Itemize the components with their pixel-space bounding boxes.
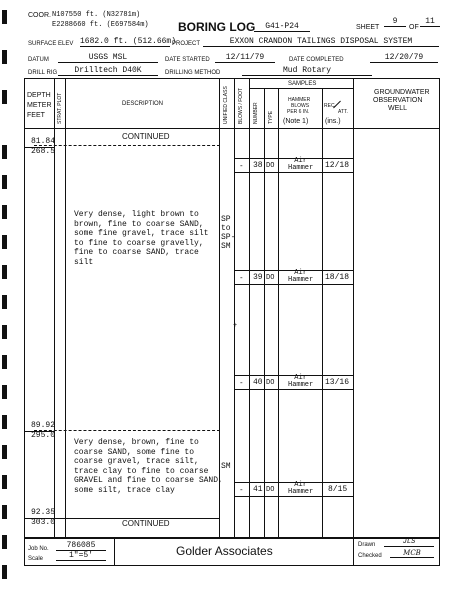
coord-east: E2288660 ft. (E697584m) [52,21,149,29]
layer-boundary [34,430,220,431]
binder-hole [2,235,7,249]
sample-blows: - [240,273,243,282]
att-header: ATT. [338,109,348,115]
footer-divider [114,538,115,565]
coord-label: COOR. [28,12,51,19]
depth-bot-meter: 92.35 [31,508,56,517]
sample-hammer: Air Hammer [288,374,314,389]
meter-header: METER [27,102,52,109]
binder-hole [2,205,7,219]
datum-label: DATUM [28,57,49,63]
sample-type: DO [266,486,275,494]
sheet-label: SHEET [356,24,380,31]
layer-2-unified-class: SM [221,462,231,471]
sample-number: 40 [253,378,263,387]
sample-number: 38 [253,161,263,170]
sample-type: DO [266,274,275,282]
binder-hole [2,475,7,489]
binder-hole [2,50,7,64]
company-name: Golder Associates [176,544,273,558]
job-number: 786085 [56,542,106,551]
samples-header: SAMPLES [288,81,317,87]
type-header: TYPE [268,110,274,124]
sample-bottom-rule [234,172,353,173]
groundwater-header: GROUNDWATER [374,89,430,96]
scale-value: 1"=5' [56,552,106,561]
col-line [322,88,323,537]
binder-hole [2,505,7,519]
binder-hole [2,265,7,279]
unified-class-header: UNIFIED CLASS [223,86,229,124]
layer-1-unified-class: SP to SP- SM [221,215,236,251]
binder-hole [2,325,7,339]
project-name: EXXON CRANDON TAILINGS DISPOSAL SYSTEM [203,38,439,47]
number-header: NUMBER [253,102,259,124]
note-header: (Note 1) [283,118,309,125]
date-started-label: DATE STARTED [165,57,210,63]
continued-top: CONTINUED [122,132,170,141]
depth-header: DEPTH [27,92,51,99]
ins-header: (ins.) [325,118,341,125]
log-title: BORING LOG [178,20,256,34]
sample-hammer: Air Hammer [288,157,314,172]
sample-hammer: Air Hammer [288,481,314,496]
sample-bottom-rule [234,496,353,497]
sample-rec: 8/15 [328,485,348,494]
date-started: 12/11/79 [215,54,275,63]
col-line [278,88,279,537]
surface-elev-label: SURFACE ELEV [28,41,74,47]
sample-type: DO [266,162,275,170]
depth-mid-feet: 295.0 [31,431,56,440]
scale-label: Scale [28,556,44,562]
binder-hole [2,295,7,309]
sample-bottom-rule [234,284,353,285]
sample-rec: 18/18 [325,273,350,282]
drawn-label: Drawn [358,542,376,548]
depth-top-feet: 268.5 [31,147,56,156]
job-label: Job No. [28,546,49,552]
depth-top-meter: 81.84 [31,137,56,146]
date-completed-label: DATE COMPLETED [289,57,344,63]
sample-rec: 13/16 [325,378,350,387]
col-line [353,78,354,537]
binder-hole [2,415,7,429]
plot-tick: + [233,322,238,329]
binder-hole [2,10,7,24]
binder-hole [2,385,7,399]
datum-value: USGS MSL [58,54,158,63]
col-line [264,88,265,537]
binder-hole [2,145,7,159]
continued-top-rule [34,145,220,146]
sample-hammer: Air Hammer [288,269,314,284]
checked-initials: MCB [390,550,434,558]
binder-hole [2,355,7,369]
sample-blows: - [240,378,243,387]
well-header: WELL [388,105,408,112]
col-line [65,78,66,537]
continued-bottom: CONTINUED [122,519,170,528]
layer-2-description: Very dense, brown, fine to coarse SAND, some fine to coarse gravel, trace silt, trace clay to fine to coarse GRAVEL and fine to coarse SAND, some silt, trace clay [74,438,223,495]
drilling-method-label: DRILLING METHOD [165,70,221,76]
drilling-method: Mud Rotary [242,67,372,76]
blows-header: BLOWS [291,103,310,109]
binder-hole [2,535,7,549]
blows-foot-header: BLOWS / FOOT [238,87,244,124]
sample-type: DO [266,379,275,387]
checked-label: Checked [358,553,382,559]
sample-rec: 12/18 [325,161,350,170]
observation-header: OBSERVATION [373,97,423,104]
description-header: DESCRIPTION [122,101,164,107]
depth-mid-meter: 89.92 [31,421,56,430]
per6in-header: PER 6 IN. [287,109,310,115]
layer-1-description: Very dense, light brown to brown, fine to coarse SAND, some fine gravel, trace silt to fine to coarse gravelly, fine to coarse SAND, trace silt [74,210,209,267]
binder-hole [2,175,7,189]
drill-rig: Drilltech D40K [58,67,158,76]
col-line [233,78,238,537]
sheet-total: 11 [420,18,440,27]
drawn-initials: JLS [384,539,434,547]
sample-blows: - [240,161,243,170]
feet-header: FEET [27,112,45,119]
header-rule [24,128,439,129]
project-label: PROJECT [172,41,201,47]
rec-header: REC. [324,103,336,109]
binder-hole [2,565,7,579]
strat-plot-header: STRAT. PLOT [57,92,63,124]
sample-blows: - [240,485,243,494]
binder-hole [2,445,7,459]
drill-rig-label: DRILL RIG [28,70,58,76]
footer-divider [353,538,354,565]
surface-elev: 1682.0 ft. (512.66m) [80,37,177,46]
sheet-number: 9 [384,18,406,27]
binder-hole [2,90,7,104]
sample-bottom-rule [234,389,353,390]
hammer-header: HAMMER [288,97,311,103]
sample-number: 39 [253,273,263,282]
of-label: OF [409,24,419,31]
depth-bot-feet: 303.0 [31,518,56,527]
col-line [249,78,250,537]
date-completed: 12/20/79 [370,54,438,63]
coord-north: N107550 ft. (N32781m) [52,11,141,19]
log-id: G41-P24 [254,23,310,32]
sample-number: 41 [253,485,263,494]
